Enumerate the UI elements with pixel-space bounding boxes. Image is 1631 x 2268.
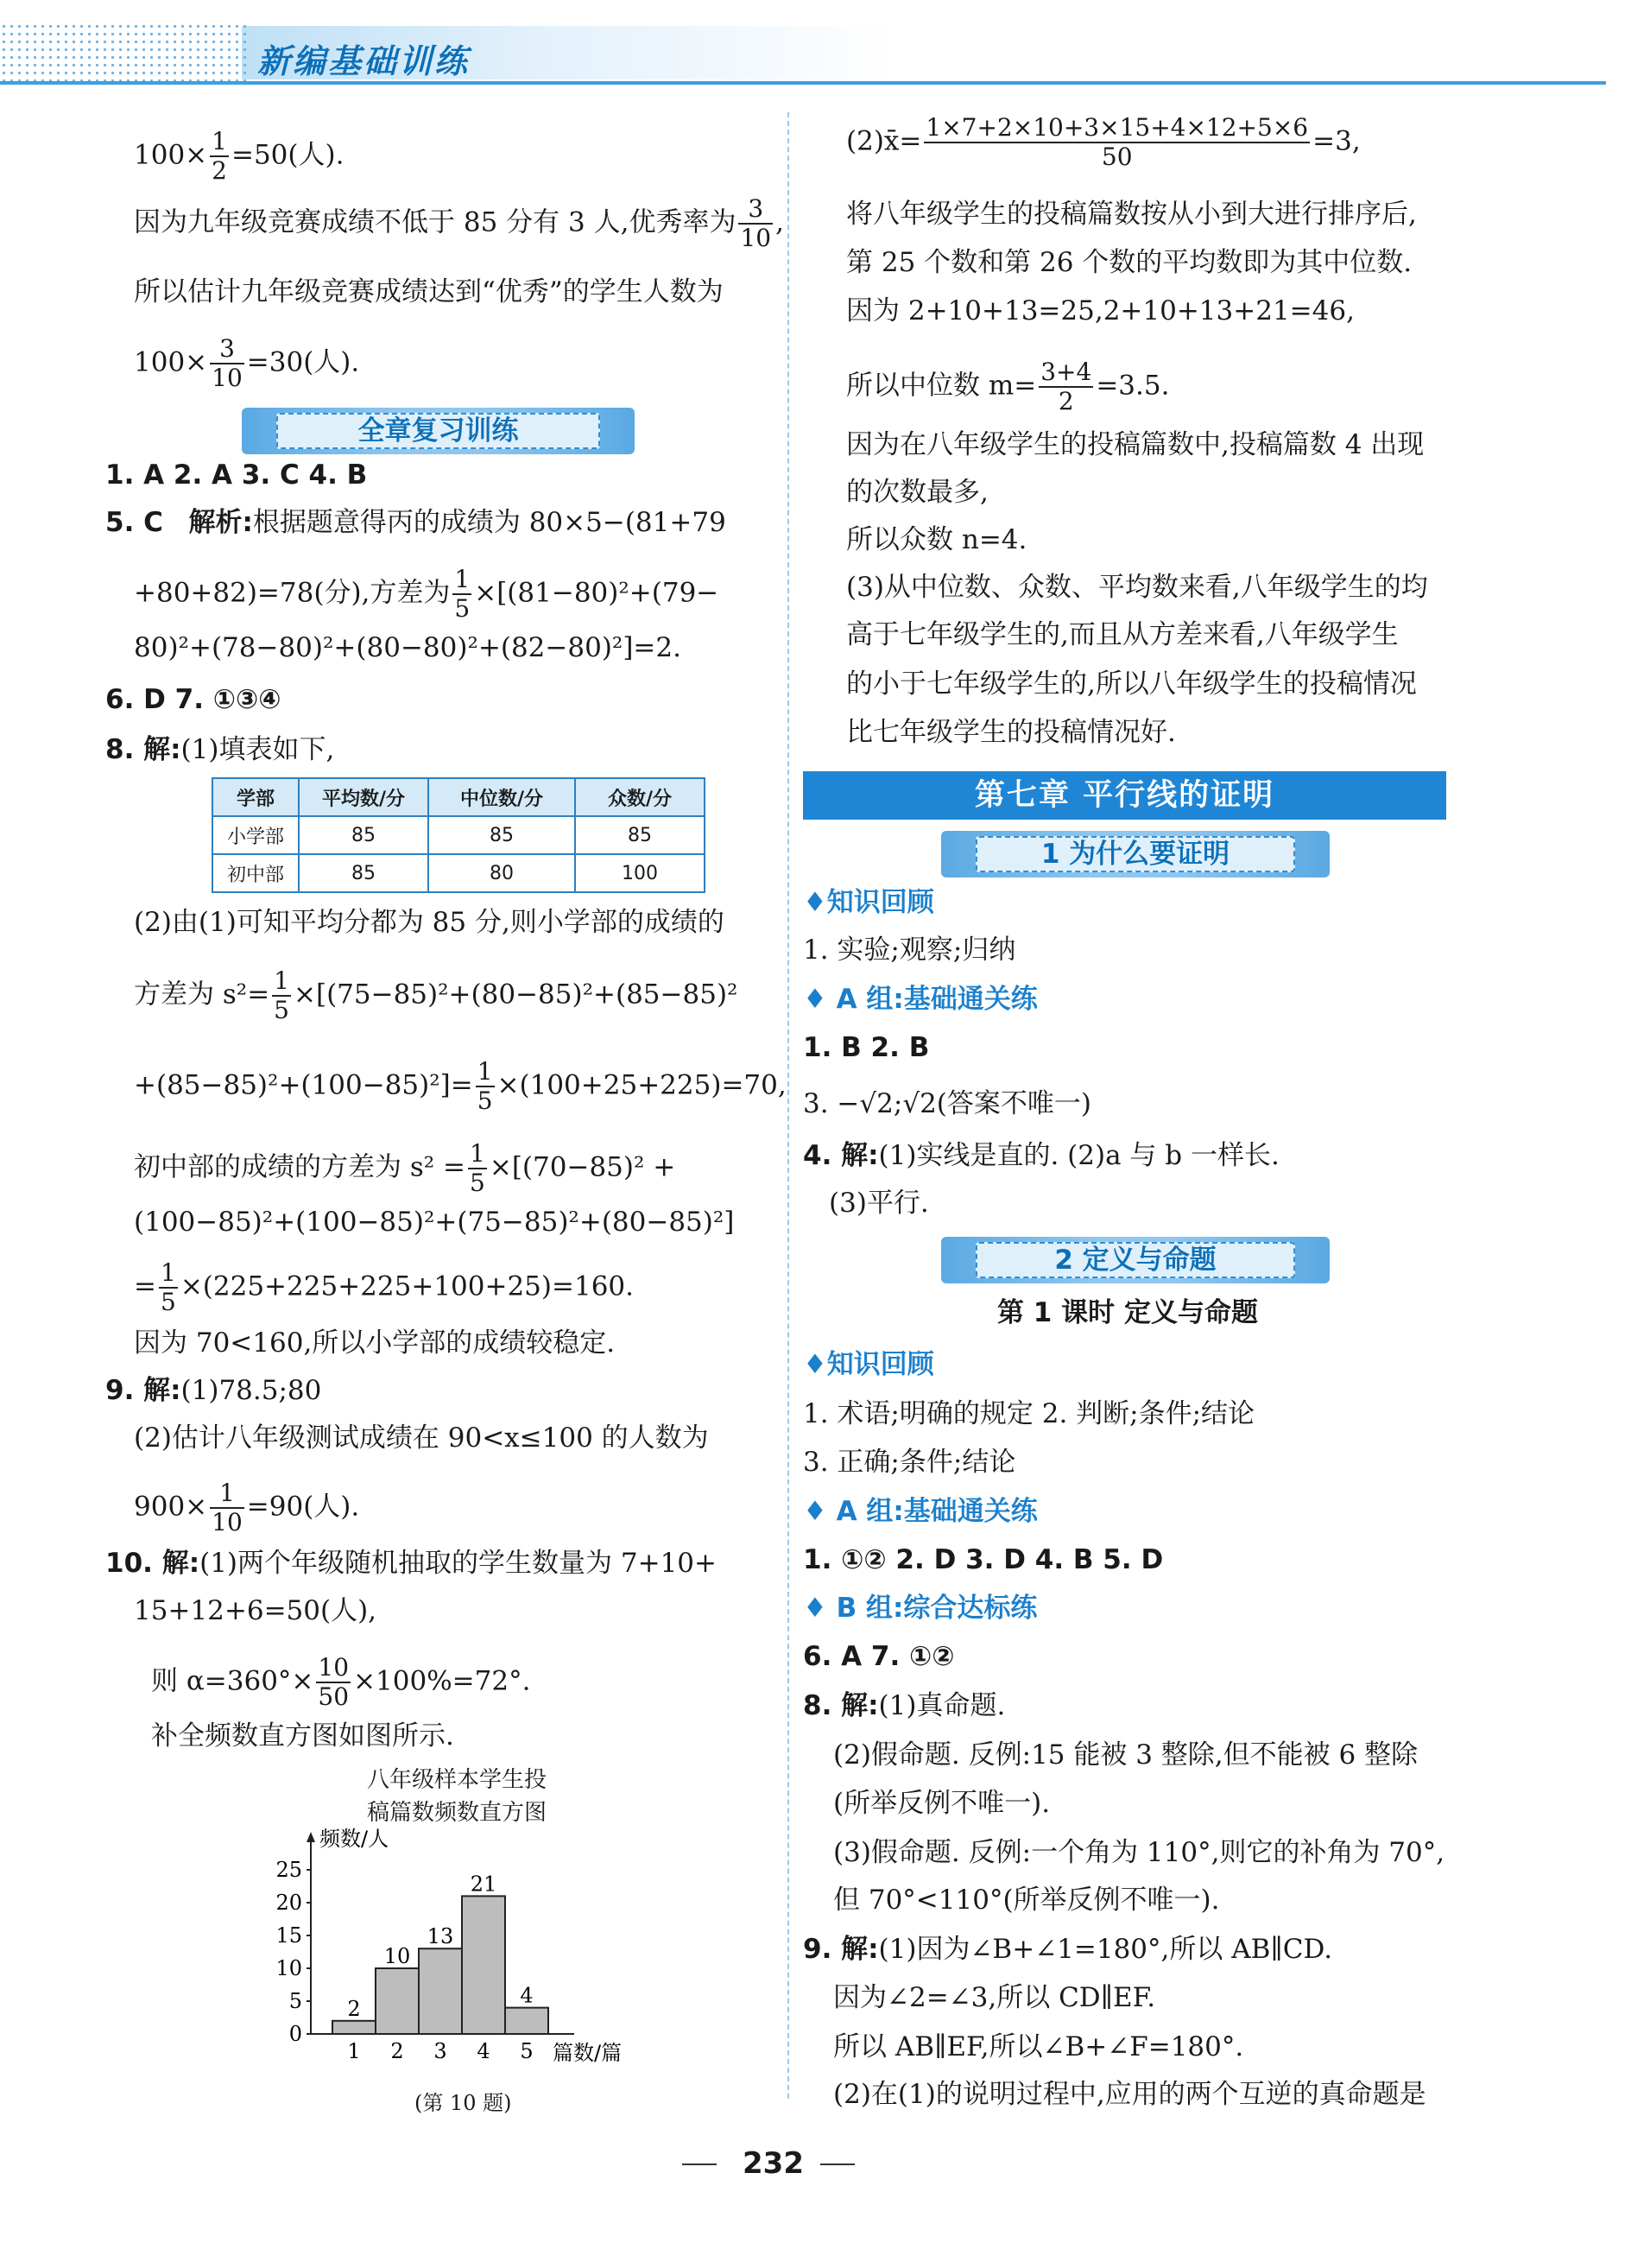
answer-line: 所以中位数 m= $\frac{3+4}{2}$ =3.5. <box>846 358 1170 415</box>
answer-line: (3)从中位数、众数、平均数来看,八年级学生的均 <box>846 572 1428 603</box>
answer-line: 1. 实验;观察;归纳 <box>803 934 1016 966</box>
answer-line: 所以 AB∥EF,所以∠B+∠F=180°. <box>833 2031 1244 2062</box>
chart-caption: (第 10 题) <box>414 2091 512 2115</box>
table-cell: 85 <box>575 816 705 854</box>
answer-line: (2)在(1)的说明过程中,应用的两个互逆的真命题是 <box>833 2079 1426 2110</box>
chart-title-line1: 八年级样本学生投 <box>367 1767 547 1793</box>
table-cell: 100 <box>575 854 705 892</box>
table-header: 平均数/分 <box>299 778 428 816</box>
bar-value-label: 13 <box>427 1924 454 1949</box>
answer-line: 因为∠2=∠3,所以 CD∥EF. <box>833 1982 1156 2013</box>
answer-line: (2)假命题. 反例:15 能被 3 整除,但不能被 6 整除 <box>833 1739 1419 1771</box>
answer-line: = $\frac{1}{5}$ ×(225+225+225+100+25)=160. <box>134 1258 634 1316</box>
answer-line: (2)由(1)可知平均分都为 85 分,则小学部的成绩的 <box>134 907 724 938</box>
subhead-group-a: ♦ A 组:基础通关练 <box>803 1496 1038 1527</box>
score-table <box>212 777 705 893</box>
answer-line: 的小于七年级学生的,所以八年级学生的投稿情况 <box>846 668 1417 700</box>
answer-line: 8. 解:(1)填表如下, <box>105 734 335 765</box>
subhead-group-b: ♦ B 组:综合达标练 <box>803 1593 1038 1624</box>
table-cell: 85 <box>299 816 428 854</box>
answer-line: (所举反例不唯一). <box>833 1788 1051 1819</box>
answer-line: 将八年级学生的投稿篇数按从小到大进行排序后, <box>846 199 1417 230</box>
table-cell: 80 <box>428 854 575 892</box>
answer-line: 因为九年级竞赛成绩不低于 85 分有 3 人,优秀率为 $\frac{3}{10}$ , <box>134 194 784 252</box>
table-cell: 初中部 <box>212 854 299 892</box>
header-title: 新编基础训练 <box>257 42 471 80</box>
y-axis-label: 频数/人 <box>319 1827 389 1851</box>
answer-line: (100−85)²+(100−85)²+(75−85)²+(80−85)²] <box>134 1207 735 1238</box>
answer-line: (2)估计八年级测试成绩在 90<x≤100 的人数为 <box>134 1422 709 1454</box>
y-tick-label: 5 <box>288 1989 302 2013</box>
x-tick-label: 3 <box>433 2039 447 2063</box>
answer-line: 1. ①② 2. D 3. D 4. B 5. D <box>803 1544 1164 1575</box>
section-banner-2 <box>941 1237 1330 1283</box>
table-header: 学部 <box>212 778 299 816</box>
table-row <box>212 816 705 854</box>
bar-value-label: 2 <box>347 1996 361 2021</box>
answer-line: 9. 解:(1)因为∠B+∠1=180°,所以 AB∥CD. <box>803 1934 1333 1965</box>
x-axis-label: 篇数/篇 <box>553 2041 623 2065</box>
header-rule <box>0 81 1606 85</box>
histogram-bar <box>419 1948 462 2034</box>
table-row <box>212 854 705 892</box>
answer-line: 6. A 7. ①② <box>803 1641 955 1672</box>
answer-line: 9. 解:(1)78.5;80 <box>105 1375 322 1406</box>
answer-line: 所以众数 n=4. <box>846 524 1027 555</box>
answer-line: 比七年级学生的投稿情况好. <box>846 717 1176 748</box>
answer-line: 则 α=360°× $\frac{10}{50}$ ×100%=72°. <box>151 1653 531 1711</box>
y-axis-arrow <box>307 1832 315 1842</box>
answer-line: 3. 正确;条件;结论 <box>803 1447 1016 1478</box>
answer-line: (2)x̄= $\frac{1\times 7+2\times 10+3\times 15+4\times 12+5\times 6}{50}$ =3, <box>846 113 1361 171</box>
page-number-dash-left <box>682 2163 717 2165</box>
bar-value-label: 10 <box>383 1944 411 1968</box>
table-header: 中位数/分 <box>428 778 575 816</box>
table-cell: 85 <box>299 854 428 892</box>
answer-line: 4. 解:(1)实线是直的. (2)a 与 b 一样长. <box>803 1140 1280 1171</box>
histogram-bar <box>505 2008 548 2034</box>
answer-line: 10. 解:(1)两个年级随机抽取的学生数量为 7+10+ <box>105 1548 717 1579</box>
answer-line: 1. A 2. A 3. C 4. B <box>105 459 368 491</box>
y-tick-label: 25 <box>275 1858 302 1882</box>
answer-line: +(85−85)²+(100−85)²]= $\frac{1}{5}$ ×(100+25+225)=70, <box>134 1057 787 1115</box>
chapter-title: 第七章 平行线的证明 <box>803 771 1446 820</box>
histogram-bar <box>332 2021 376 2034</box>
chart-title-line2: 稿篇数频数直方图 <box>367 1800 547 1826</box>
y-tick-label: 10 <box>275 1956 302 1980</box>
x-tick-label: 5 <box>520 2039 534 2063</box>
section-title: 2 定义与命题 <box>976 1242 1295 1278</box>
histogram-bar <box>376 1968 419 2034</box>
answer-line: (3)平行. <box>829 1188 929 1219</box>
answer-line: 1. 术语;明确的规定 2. 判断;条件;结论 <box>803 1398 1255 1429</box>
section-banner-1 <box>941 831 1330 877</box>
answer-line: 方差为 s²= $\frac{1}{5}$ ×[(75−85)²+(80−85)²+(85−85)² <box>134 966 738 1024</box>
y-tick-label: 15 <box>275 1923 302 1948</box>
table-cell: 小学部 <box>212 816 299 854</box>
section-title: 全章复习训练 <box>276 413 600 449</box>
bar-value-label: 4 <box>520 1983 534 2008</box>
section-banner-review <box>242 408 635 454</box>
column-divider <box>787 112 789 2099</box>
answer-line: 所以估计九年级竞赛成绩达到“优秀”的学生人数为 <box>134 276 724 307</box>
histogram-bar <box>462 1896 505 2034</box>
answer-line: 100× $\frac{3}{10}$ =30(人). <box>134 334 360 392</box>
answer-line: 80)²+(78−80)²+(80−80)²+(82−80)²]=2. <box>134 632 681 663</box>
answer-line: 6. D 7. ①③④ <box>105 684 281 715</box>
page-number: 232 <box>743 2146 804 2181</box>
page-number-dash-right <box>820 2163 855 2165</box>
answer-line: 因为 2+10+13=25,2+10+13+21=46, <box>846 295 1355 326</box>
answer-line: 因为在八年级学生的投稿篇数中,投稿篇数 4 出现 <box>846 429 1425 460</box>
answer-line: 100× $\frac{1}{2}$ =50(人). <box>134 127 345 185</box>
subhead-knowledge-review: ♦知识回顾 <box>803 1349 934 1380</box>
answer-line: 15+12+6=50(人), <box>134 1595 377 1626</box>
answer-line: 3. −√2;√2(答案不唯一) <box>803 1088 1091 1119</box>
answer-line: 5. C 解析:根据题意得丙的成绩为 80×5−(81+79 <box>105 507 726 538</box>
answer-line: 的次数最多, <box>846 477 989 508</box>
subhead-group-a: ♦ A 组:基础通关练 <box>803 984 1038 1015</box>
answer-line: 因为 70<160,所以小学部的成绩较稳定. <box>134 1327 616 1359</box>
answer-line: 补全频数直方图如图所示. <box>151 1720 454 1752</box>
lesson-title: 第 1 课时 定义与命题 <box>997 1297 1258 1328</box>
subhead-knowledge-review: ♦知识回顾 <box>803 887 934 918</box>
section-title: 1 为什么要证明 <box>976 836 1295 872</box>
x-tick-label: 2 <box>390 2039 404 2063</box>
answer-line: 900× $\frac{1}{10}$ =90(人). <box>134 1479 360 1536</box>
histogram-chart <box>259 1827 665 2086</box>
answer-line: +80+82)=78(分),方差为 $\frac{1}{5}$ ×[(81−80)²+(79− <box>134 565 719 623</box>
bar-value-label: 21 <box>470 1872 497 1897</box>
x-tick-label: 4 <box>477 2039 490 2063</box>
header-dot-pattern <box>0 22 250 83</box>
answer-line: 初中部的成绩的方差为 s² = $\frac{1}{5}$ ×[(70−85)² + <box>134 1139 676 1197</box>
y-tick-label: 20 <box>275 1891 302 1915</box>
y-tick-label: 0 <box>288 2022 302 2046</box>
answer-line: (3)假命题. 反例:一个角为 110°,则它的补角为 70°, <box>833 1837 1445 1868</box>
answer-line: 1. B 2. B <box>803 1032 930 1063</box>
answer-line: 第 25 个数和第 26 个数的平均数即为其中位数. <box>846 247 1413 278</box>
table-header: 众数/分 <box>575 778 705 816</box>
answer-line: 高于七年级学生的,而且从方差来看,八年级学生 <box>846 619 1399 650</box>
answer-line: 但 70°<110°(所举反例不唯一). <box>833 1885 1220 1916</box>
answer-line: 8. 解:(1)真命题. <box>803 1690 1006 1721</box>
table-header-row <box>212 778 705 816</box>
table-cell: 85 <box>428 816 575 854</box>
x-tick-label: 1 <box>347 2039 361 2063</box>
